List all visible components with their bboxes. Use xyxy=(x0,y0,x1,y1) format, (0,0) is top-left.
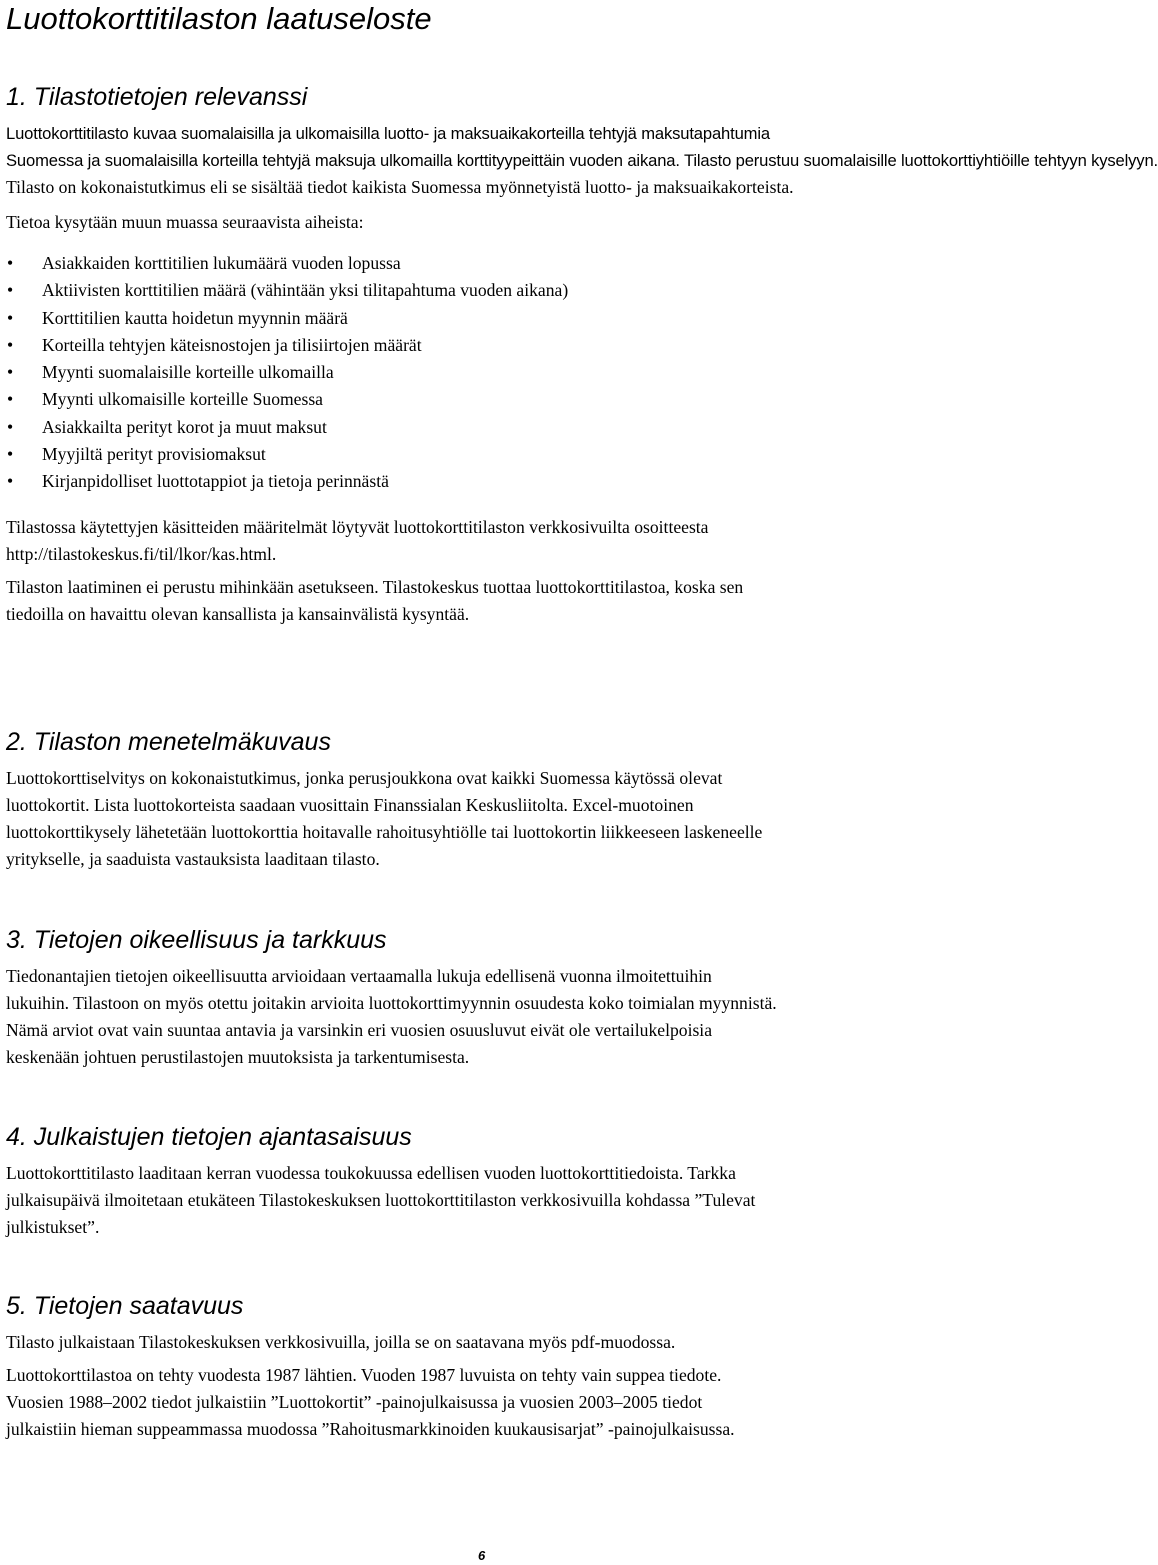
page-number: 6 xyxy=(478,1548,486,1563)
timeliness-paragraph: Luottokorttitilasto laaditaan kerran vuodessa toukokuussa edellisen vuoden luottokorttitiedoista. Tarkka julkaisupäivä ilmoitetaan etukäteen Tilastokeskuksen luottokorttitilaston verkkosivuilla kohdassa ”Tulevat julkistukset”. xyxy=(6,1163,756,1237)
list-item: • Korttitilien kautta hoidetun myynnin määrä xyxy=(6,305,956,332)
section-heading: 1. Tilastotietojen relevanssi xyxy=(6,83,308,111)
document-title: Luottokorttitilaston laatuseloste xyxy=(6,1,432,36)
section-accuracy xyxy=(6,925,956,1079)
accuracy-paragraph: Tiedonantajien tietojen oikeellisuutta arvioidaan vertaamalla lukuja edellisenä vuonna ilmoitettuihin lukuihin. Tilastoon on myös otettu joitakin arvioita luottokorttimyynnin osuudesta koko toimialan myynnistä. Nämä arviot ovat vain suuntaa antavia ja varsinkin eri vuosien osuusluvut eivät ole vertailukelpoisia keskenään johtuen perustilastojen muutoksista ja tarkentumisesta. xyxy=(6,966,777,1067)
list-item: • Myyjiltä perityt provisiomaksut xyxy=(6,441,956,468)
intro-paragraph xyxy=(6,120,1158,201)
bullet-icon: • xyxy=(7,280,14,301)
section-methodology xyxy=(6,727,956,881)
section-timeliness xyxy=(6,1122,956,1249)
bullet-icon: • xyxy=(7,471,14,492)
availability-paragraph: Tilasto julkaistaan Tilastokeskuksen verkkosivuilla, joilla se on saatavana myös pdf-muodossa. xyxy=(6,1332,676,1352)
paragraph-line: Suomessa ja suomalaisilla korteilla tehtyjä maksuja ulkomailla korttityypeittäin vuoden aikana. Tilasto perustuu suomalaisille luottokorttiyhtiöille tehtyyn kyselyyn. xyxy=(6,151,1158,170)
bullet-icon: • xyxy=(7,307,14,328)
list-item: • Myynti ulkomaisille korteille Suomessa xyxy=(6,386,956,413)
section-heading: 4. Julkaistujen tietojen ajantasaisuus xyxy=(6,1123,412,1151)
section-availability xyxy=(6,1291,956,1451)
bullet-icon: • xyxy=(7,362,14,383)
bullet-icon: • xyxy=(7,444,14,465)
bullet-icon: • xyxy=(7,334,14,355)
bullet-icon: • xyxy=(7,416,14,437)
section-heading: 3. Tietojen oikeellisuus ja tarkkuus xyxy=(6,926,387,954)
section-heading: 2. Tilaston menetelmäkuvaus xyxy=(6,728,331,756)
section-relevance xyxy=(6,82,1158,636)
list-item: • Aktiivisten korttitilien määrä (vähintään yksi tilitapahtuma vuoden aikana) xyxy=(6,277,956,304)
methodology-paragraph: Luottokorttiselvitys on kokonaistutkimus, jonka perusjoukkona ovat kaikki Suomessa käytössä olevat luottokortit. Lista luottokorteista saadaan vuosittain Finanssialan Keskusliitolta. Excel-muotoinen luottokorttikysely lähetetään luottokorttia hoitavalle rahoitusyhtiölle tai luottokortin liikkeeseen laskeneelle yritykselle, ja saaduista vastauksista laaditaan tilasto. xyxy=(6,768,763,869)
list-intro: Tietoa kysytään muun muassa seuraavista aiheista: xyxy=(6,212,364,232)
list-item: • Korteilla tehtyjen käteisnostojen ja tilisiirtojen määrät xyxy=(6,332,956,359)
bullet-icon: • xyxy=(7,253,14,273)
paragraph-line: Luottokorttitilasto kuvaa suomalaisilla ja ulkomaisilla luotto- ja maksuaikakorteilla tehtyjä maksutapahtumia xyxy=(6,124,770,143)
basis-paragraph: Tilaston laatiminen ei perustu mihinkään asetukseen. Tilastokeskus tuottaa luottokorttitilastoa, koska sen tiedoilla on havaittu olevan kansallista ja kansainvälistä kysyntää. xyxy=(6,576,744,624)
list-item: • Kirjanpidolliset luottotappiot ja tietoja perinnästä xyxy=(6,468,956,495)
bullet-icon: • xyxy=(7,389,14,410)
history-paragraph: Luottokorttilastoa on tehty vuodesta 1987 lähtien. Vuoden 1987 luvuista on tehty vain suppea tiedote. Vuosien 1988–2002 tiedot julkaistiin ”Luottokortit” -painojulkaisussa ja vuosien 2003–2005 tiedot julkaistiin hieman suppeammassa muodossa ”Rahoitusmarkkinoiden kuukausisarjat” -painojulkaisussa. xyxy=(6,1365,735,1439)
paragraph-line: Tilasto on kokonaistutkimus eli se sisältää tiedot kaikista Suomessa myönnetyistä luotto- ja maksuaikakorteista. xyxy=(6,177,794,197)
definitions-link[interactable]: http://tilastokeskus.fi/til/lkor/kas.html. xyxy=(6,543,277,564)
topic-list xyxy=(6,250,956,496)
list-item: • Asiakkailta perityt korot ja muut maksut xyxy=(6,414,956,441)
list-item: • Myynti suomalaisille korteille ulkomailla xyxy=(6,359,956,386)
definitions-paragraph: Tilastossa käytettyjen käsitteiden määritelmät löytyvät luottokorttitilaston verkkosivuilta osoitteesta http://tilastokeskus.fi/til/lkor/kas.html. xyxy=(6,514,956,568)
list-item: • Asiakkaiden korttitilien lukumäärä vuoden lopussa xyxy=(6,250,956,277)
section-heading: 5. Tietojen saatavuus xyxy=(6,1292,244,1320)
